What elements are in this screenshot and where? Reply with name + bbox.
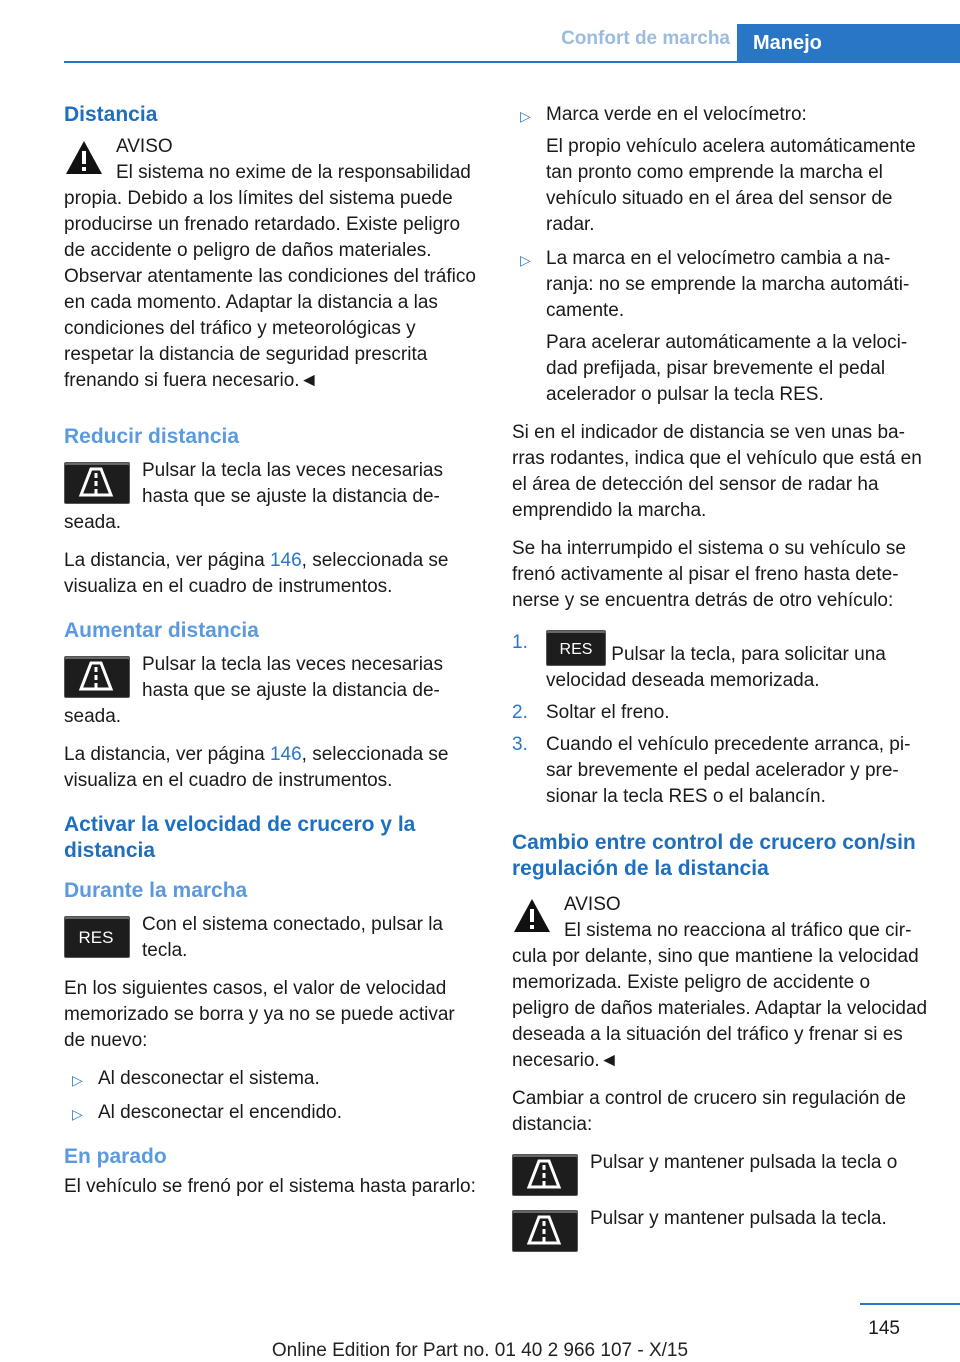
list-item-text: Al desconectar el encendido. bbox=[98, 1102, 342, 1123]
list-item-title: La marca en el velocímetro cambia a naranja: no se emprende la marcha automáticamente. bbox=[546, 248, 910, 321]
activate-heading: Activar la velocidad de crucero y la distancia bbox=[64, 813, 416, 862]
res-button-icon bbox=[546, 630, 606, 666]
page-link[interactable]: 146 bbox=[269, 744, 302, 765]
step-text: Cuando el vehículo precedente arranca, pisar brevemente el pedal acelerador y presionar la tecla RES o el balancín. bbox=[546, 734, 911, 807]
right-column bbox=[512, 102, 928, 1254]
increase-heading: Aumentar distancia bbox=[64, 619, 259, 642]
reduce-heading: Reducir distancia bbox=[64, 425, 240, 448]
reduce-reference bbox=[64, 548, 476, 600]
driving-heading: Durante la marcha bbox=[64, 879, 248, 902]
increase-block bbox=[64, 652, 476, 742]
list-item-text: Al desconectar el sistema. bbox=[98, 1068, 320, 1089]
list-item-text: Para acelerar automáticamente a la velocidad prefijada, pisar brevemente el pedal acelerador o pulsar la tecla RES. bbox=[546, 332, 908, 405]
switch-heading: Cambio entre control de crucero con/sin regulación de la distancia bbox=[512, 831, 916, 880]
warning-text-2: El sistema no reacciona al tráfico que circula por delante, sino que mantiene la velocidad memorizada. Existe peligro de accidente o peligro de daños materiales. Adaptar la velocidad deseada a la situación del tráfico y frenar si es necesario.◄ bbox=[512, 920, 928, 1071]
distance-button-icon bbox=[64, 462, 130, 504]
reduce-ref-pre: La distancia, ver página bbox=[64, 550, 270, 571]
driving-block bbox=[64, 912, 476, 976]
step-text: Soltar el freno. bbox=[546, 702, 670, 723]
step-item bbox=[512, 732, 928, 810]
step-item bbox=[512, 700, 928, 726]
warning-icon bbox=[512, 896, 552, 936]
step-number: 2. bbox=[512, 702, 528, 723]
step-text: Pulsar la tecla, para solicitar una velocidad deseada memorizada. bbox=[546, 644, 886, 691]
speedometer-list bbox=[512, 102, 928, 408]
list-item bbox=[64, 1100, 476, 1126]
distance-button-icon bbox=[512, 1154, 578, 1196]
increase-text: Pulsar la tecla las veces necesarias hasta que se ajuste la distancia deseada. bbox=[64, 654, 443, 727]
warning-block-2 bbox=[512, 892, 928, 1086]
footer-rule bbox=[860, 1303, 960, 1305]
cases-text: En los siguientes casos, el valor de velocidad memorizado se borra y ya no se puede activar de nuevo: bbox=[64, 978, 455, 1051]
chapter-tab: Manejo bbox=[737, 24, 960, 62]
res-key-label: RES bbox=[559, 641, 593, 658]
warning-title-2: AVISO bbox=[564, 894, 621, 915]
list-item bbox=[512, 102, 928, 238]
triangle-bullet-icon: ▷ bbox=[72, 1072, 83, 1088]
page-link[interactable]: 146 bbox=[269, 550, 302, 571]
warning-title-1: AVISO bbox=[116, 136, 173, 157]
paragraph-rolling-bars: Si en el indicador de distancia se ven unas barras rodantes, indica que el vehículo que está en el área de detección del sensor de radar ha emprendido la marcha. bbox=[512, 422, 922, 521]
left-column bbox=[64, 102, 476, 1212]
switch-text: Cambiar a control de crucero sin regulación de distancia: bbox=[512, 1088, 906, 1135]
stopped-text: El vehículo se frenó por el sistema hasta pararlo: bbox=[64, 1176, 476, 1197]
res-key-label: RES bbox=[78, 928, 114, 947]
hold-text-2: Pulsar y mantener pulsada la tecla. bbox=[590, 1208, 887, 1229]
warning-icon bbox=[64, 138, 104, 178]
reduce-block bbox=[64, 458, 476, 548]
driving-text: Con el sistema conectado, pulsar la tecla. bbox=[142, 914, 443, 961]
step-number: 3. bbox=[512, 734, 528, 755]
warning-block-1 bbox=[64, 134, 476, 406]
list-item-title: Marca verde en el velocímetro: bbox=[546, 104, 807, 125]
res-button-icon bbox=[64, 916, 130, 958]
section-tab: Confort de marcha bbox=[561, 28, 730, 49]
step-item bbox=[512, 630, 928, 694]
list-item bbox=[512, 246, 928, 408]
distance-button-icon bbox=[64, 656, 130, 698]
warning-text-1: El sistema no exime de la responsabilidad propia. Debido a los límites del sistema puede producirse un frenado retardado. Existe peligro de accidente o peligro de daños materiales. Observar atentamente las condiciones del tráfico en cada momento. Adaptar la distancia a las condiciones del tráfico y meteorológicas y respetar la distancia de seguridad prescrita frenando si fuera necesario.◄ bbox=[64, 162, 476, 391]
increase-ref-post: , seleccionada se visualiza en el cuadro de instrumentos. bbox=[64, 744, 449, 791]
reduce-text: Pulsar la tecla las veces necesarias hasta que se ajuste la distancia deseada. bbox=[64, 460, 443, 533]
edition-footer: Online Edition for Part no. 01 40 2 966 107 - X/15 bbox=[271, 1340, 689, 1361]
increase-ref-pre: La distancia, ver página bbox=[64, 744, 270, 765]
list-item-text: El propio vehículo acelera automáticamente tan pronto como emprende la marcha el vehículo situado en el área del sensor de radar. bbox=[546, 136, 916, 235]
triangle-bullet-icon: ▷ bbox=[520, 252, 531, 268]
hold-text-1: Pulsar y mantener pulsada la tecla o bbox=[590, 1152, 898, 1173]
list-item bbox=[64, 1066, 476, 1092]
hold-block-1 bbox=[512, 1150, 928, 1198]
triangle-bullet-icon: ▷ bbox=[72, 1106, 83, 1122]
step-number: 1. bbox=[512, 632, 528, 653]
distance-button-icon bbox=[512, 1210, 578, 1252]
stopped-heading: En parado bbox=[64, 1145, 167, 1168]
increase-reference bbox=[64, 742, 476, 794]
distance-heading: Distancia bbox=[64, 103, 158, 126]
paragraph-interrupted: Se ha interrumpido el sistema o su vehículo se frenó activamente al pisar el freno hasta detenerse y se encuentra detrás de otro vehículo: bbox=[512, 538, 906, 611]
hold-block-2 bbox=[512, 1206, 928, 1254]
triangle-bullet-icon: ▷ bbox=[520, 108, 531, 124]
reduce-ref-post: , seleccionada se visualiza en el cuadro de instrumentos. bbox=[64, 550, 449, 597]
cases-list bbox=[64, 1066, 476, 1126]
header-rule bbox=[64, 61, 960, 63]
steps-list bbox=[512, 630, 928, 810]
page-number: 145 bbox=[868, 1318, 900, 1339]
